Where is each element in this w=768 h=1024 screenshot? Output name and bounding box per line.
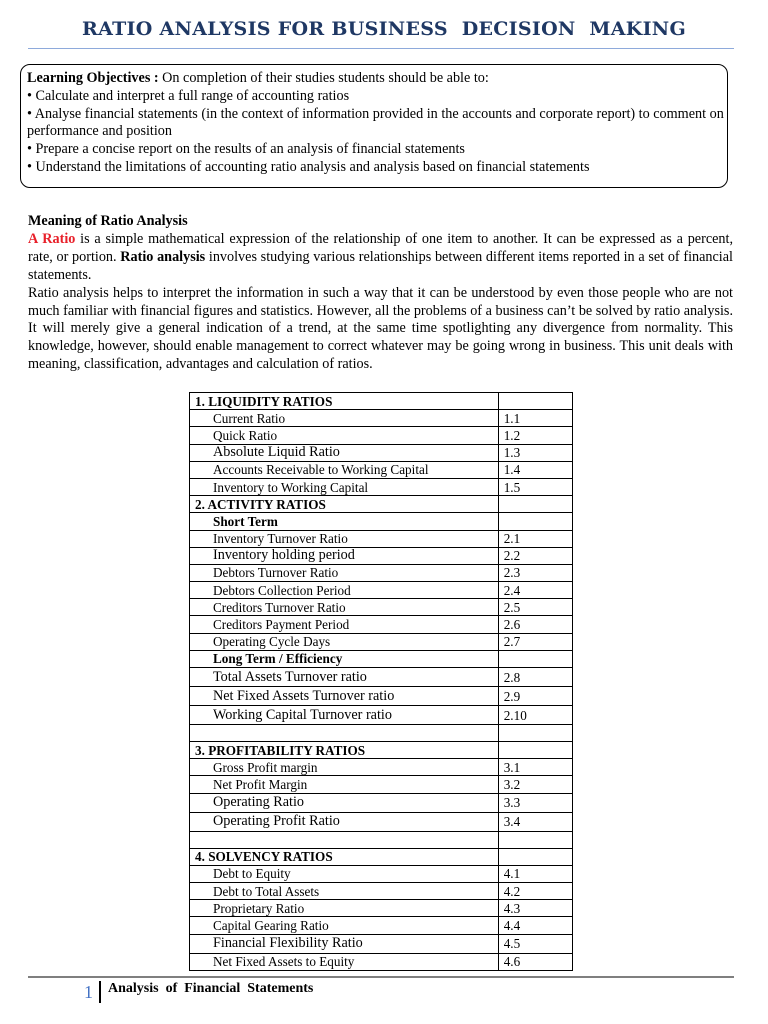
table-row: Inventory Turnover Ratio 2.1 [190,530,573,547]
learning-objectives-box [20,64,728,188]
meaning-heading: Meaning of Ratio Analysis [28,213,188,229]
objective-item: • Understand the limitations of accounting ratio analysis and analysis based on financial statements [27,158,590,175]
objective-item: • Calculate and interpret a full range of accounting ratios [27,87,350,104]
ratios-table [189,392,573,971]
table-row: Quick Ratio 1.2 [190,427,573,444]
table-row: Operating Cycle Days 2.7 [190,633,573,650]
meaning-paragraph-2: Ratio analysis helps to interpret the information in such a way that it can be understood by even those people who are not much familiar with financial figures and statistics. However, all the problems of a business can’t be solved by ratio analysis. It will merely give a general indication of a trend, at the same time spotlighting any divergence from normality. This knowledge, however, should enable management to correct whatever may be going wrong in business. This unit deals with meaning, classification, advantages and calculation of ratios. [28,284,733,373]
table-row: Creditors Turnover Ratio 2.5 [190,599,573,616]
table-row: Financial Flexibility Ratio 4.5 [190,934,573,953]
table-subsection-row: Long Term / Efficiency [190,650,573,667]
table-section-row: 4. SOLVENCY RATIOS [190,848,573,865]
page-number-separator [99,981,101,1003]
table-row: Debtors Collection Period 2.4 [190,582,573,599]
footer-divider [28,976,734,978]
table-blank-row [190,831,573,848]
term-ratio-analysis: Ratio analysis [120,248,206,265]
objectives-label: Learning Objectives : [27,70,159,86]
table-row: Capital Gearing Ratio 4.4 [190,917,573,934]
table-row: Gross Profit margin 3.1 [190,759,573,776]
table-row: Operating Ratio 3.3 [190,793,573,812]
page-number: 1 [84,982,93,1002]
table-section-row: 1. LIQUIDITY RATIOS [190,393,573,410]
table-row: Operating Profit Ratio 3.4 [190,812,573,831]
objective-item: • Analyse financial statements (in the context of information provided in the accounts and corporate report) to comment on performance and position [27,105,724,140]
table-row: Debtors Turnover Ratio 2.3 [190,564,573,581]
table-section-row: 3. PROFITABILITY RATIOS [190,742,573,759]
meaning-section [28,213,733,374]
table-blank-row [190,725,573,742]
table-row: Net Fixed Assets Turnover ratio 2.9 [190,687,573,706]
title-divider [28,48,734,49]
table-section-row: 2. ACTIVITY RATIOS [190,496,573,513]
footer-title: Analysis of Financial Statements [108,981,314,996]
table-row: Net Fixed Assets to Equity 4.6 [190,953,573,970]
table-subsection-row: Short Term [190,513,573,530]
table-row: Inventory holding period 2.2 [190,547,573,564]
table-row: Debt to Equity 4.1 [190,865,573,882]
table-row: Total Assets Turnover ratio 2.8 [190,668,573,687]
meaning-paragraph-1: A Ratio is a simple mathematical expression of the relationship of one item to another. It can be expressed as a percent, rate, or portion. Ratio analysis involves studying various relationships between different items reported in a set of financial statements. [28,230,733,283]
page-title: RATIO ANALYSIS FOR BUSINESS DECISION MAKING [82,18,686,40]
objectives-intro-text: On completion of their studies students should be able to: [158,70,489,86]
table-row: Net Profit Margin 3.2 [190,776,573,793]
table-row: Proprietary Ratio 4.3 [190,900,573,917]
objective-item: • Prepare a concise report on the results of an analysis of financial statements [27,141,465,158]
term-a-ratio: A Ratio [28,230,76,247]
table-row: Accounts Receivable to Working Capital 1.4 [190,461,573,478]
table-row: Working Capital Turnover ratio 2.10 [190,706,573,725]
table-row: Absolute Liquid Ratio 1.3 [190,444,573,461]
objectives-intro [27,70,724,88]
table-row: Inventory to Working Capital 1.5 [190,478,573,495]
table-row: Creditors Payment Period 2.6 [190,616,573,633]
table-row: Debt to Total Assets 4.2 [190,882,573,899]
table-row: Current Ratio 1.1 [190,410,573,427]
